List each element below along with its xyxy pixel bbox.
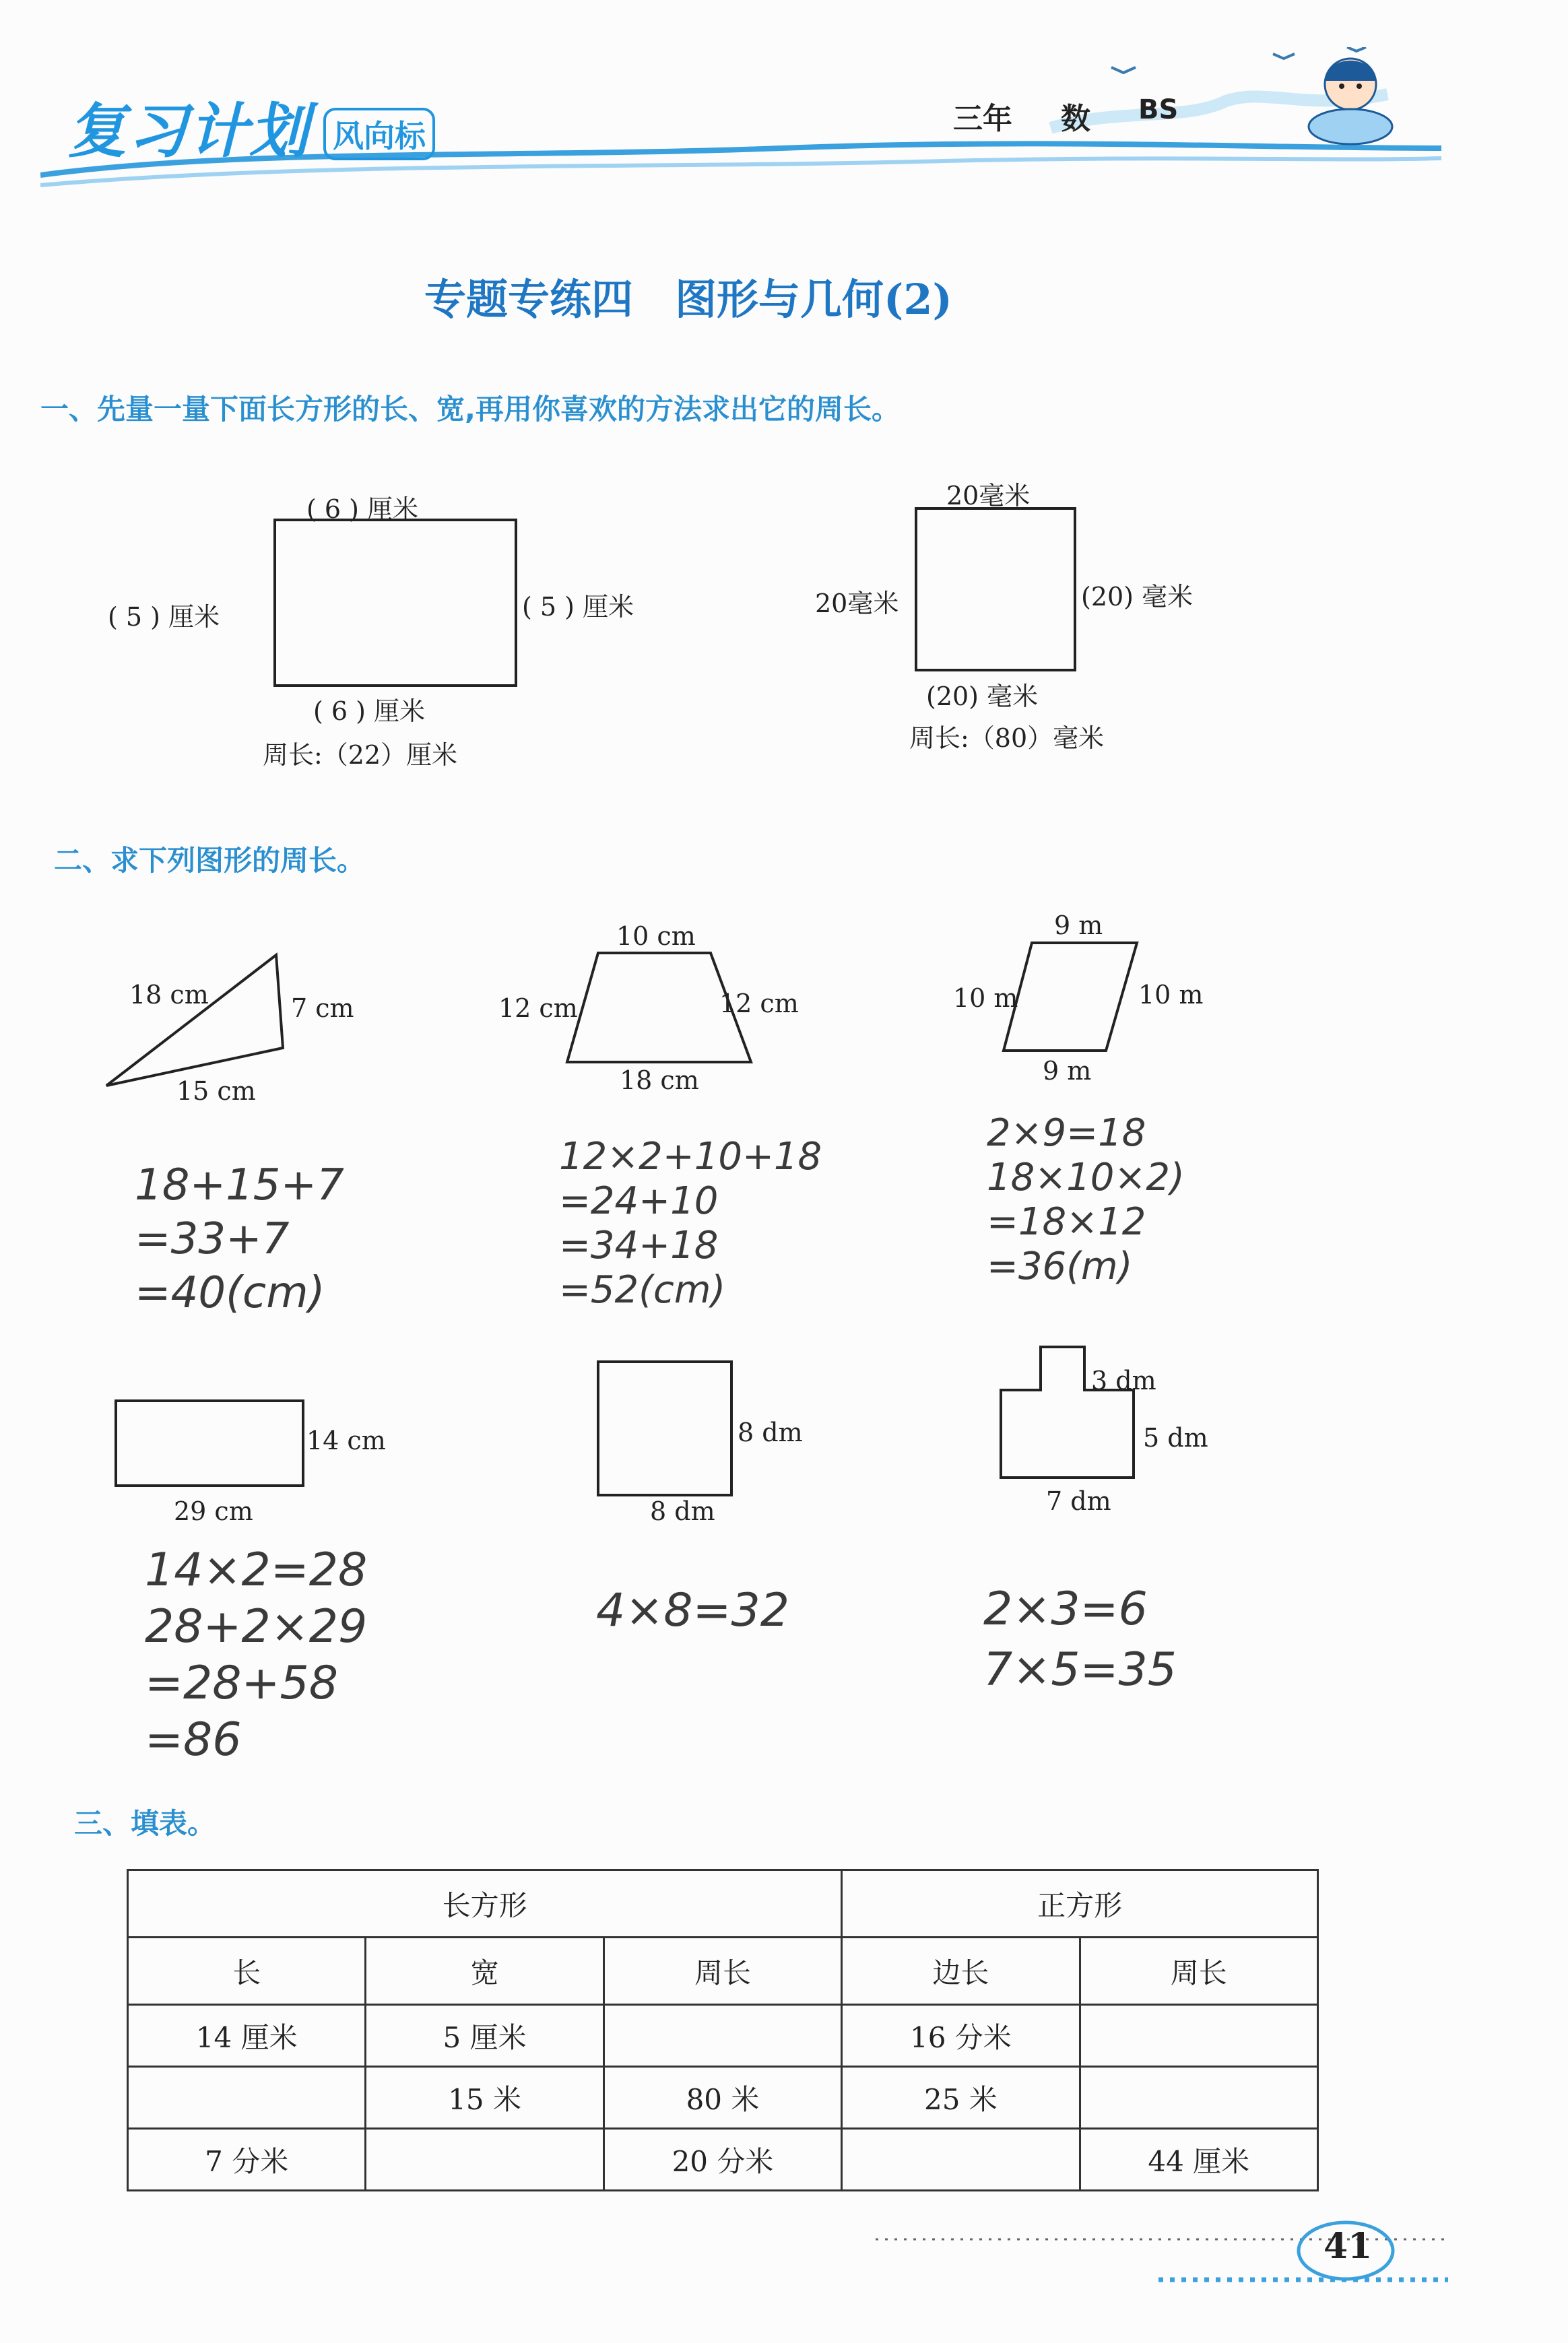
table-cell xyxy=(128,2067,366,2129)
s1-rectangle xyxy=(275,520,516,686)
rectangle2-shape xyxy=(116,1401,303,1486)
s1-rect-perimeter: 周长:（22）厘米 xyxy=(263,740,458,770)
page-number: 41 xyxy=(1324,2226,1373,2267)
table-cell xyxy=(603,2005,841,2067)
work-line: =33+7 xyxy=(135,1214,290,1264)
work-line: 12×2+10+18 xyxy=(559,1135,822,1179)
triangle-label-c: 15 cm xyxy=(176,1076,256,1106)
table-cell: 5 厘米 xyxy=(366,2005,603,2067)
s1-rect-left-label: ( 5 ) 厘米 xyxy=(108,602,220,632)
grade-label: 三年 xyxy=(953,102,1012,136)
triangle-work xyxy=(135,1158,344,1320)
table-cell: 25 米 xyxy=(842,2067,1080,2129)
table-cell: 80 米 xyxy=(603,2067,841,2129)
table-cell: 14 厘米 xyxy=(128,2005,366,2067)
tshape-label-b: 5 dm xyxy=(1143,1423,1208,1453)
trapezoid-label-bottom: 18 cm xyxy=(620,1065,699,1095)
table-cell: 44 厘米 xyxy=(1080,2129,1317,2191)
work-line: =52(cm) xyxy=(559,1268,726,1312)
tshape-work xyxy=(983,1579,1177,1701)
square2-work xyxy=(596,1583,789,1639)
parallelogram-label-top: 9 m xyxy=(1054,911,1103,940)
work-line: 14×2=28 xyxy=(145,1544,368,1597)
table-group-header: 长方形 xyxy=(128,1870,842,1938)
rectangle2-label-bottom: 29 cm xyxy=(174,1496,253,1526)
section2-heading: 二、求下列图形的周长。 xyxy=(54,844,366,877)
s1-square-bottom-label: (20) 毫米 xyxy=(926,682,1039,711)
table-cell xyxy=(842,2129,1080,2191)
work-line: 4×8=32 xyxy=(596,1584,790,1637)
rectangle2-work xyxy=(145,1542,367,1769)
edition-label: BS xyxy=(1138,94,1179,125)
brand-subtitle: 风向标 xyxy=(323,108,435,160)
s1-rect-right-label: ( 5 ) 厘米 xyxy=(522,592,634,622)
parallelogram-shape xyxy=(1004,943,1137,1051)
work-line: =40(cm) xyxy=(135,1268,325,1318)
s1-rect-bottom-label: ( 6 ) 厘米 xyxy=(313,696,426,726)
tshape-label-a: 3 dm xyxy=(1091,1366,1156,1395)
table-cell: 7 分米 xyxy=(128,2129,366,2191)
work-line: 28+2×29 xyxy=(145,1600,368,1653)
table-group-header: 正方形 xyxy=(842,1870,1318,1938)
trapezoid-label-right: 12 cm xyxy=(719,989,799,1018)
table-cell xyxy=(1080,2067,1317,2129)
work-line: 2×9=18 xyxy=(987,1111,1146,1155)
trapezoid-work xyxy=(559,1135,822,1313)
rectangle2-label-side: 14 cm xyxy=(306,1426,386,1455)
s1-square-left-label: 20毫米 xyxy=(815,589,899,618)
section3-heading: 三、填表。 xyxy=(74,1807,216,1840)
table-cell: 16 分米 xyxy=(842,2005,1080,2067)
work-line: 7×5=35 xyxy=(983,1643,1177,1696)
s1-square-perimeter: 周长:（80）毫米 xyxy=(909,723,1105,753)
triangle-label-a: 18 cm xyxy=(129,980,209,1010)
subject-label: 数 xyxy=(1061,102,1090,136)
table-column-header: 周长 xyxy=(1080,1938,1317,2005)
brand-logo: 复习计划 xyxy=(67,96,311,166)
triangle-shape xyxy=(106,955,283,1086)
work-line: =34+18 xyxy=(559,1224,719,1267)
s1-square-right-label: (20) 毫米 xyxy=(1081,582,1194,612)
triangle-label-b: 7 cm xyxy=(291,993,354,1023)
work-line: 18+15+7 xyxy=(135,1160,344,1210)
table-column-header: 周长 xyxy=(603,1938,841,2005)
trapezoid-label-top: 10 cm xyxy=(616,921,696,951)
table-column-header: 长 xyxy=(128,1938,366,2005)
work-line: =28+58 xyxy=(145,1657,339,1710)
parallelogram-label-bottom: 9 m xyxy=(1043,1056,1092,1086)
s1-square-top-label: 20毫米 xyxy=(946,481,1031,510)
s1-rect-top-label: ( 6 ) 厘米 xyxy=(306,494,419,524)
parallelogram-label-left: 10 m xyxy=(953,983,1018,1013)
table-cell xyxy=(366,2129,603,2191)
page-title: 专题专练四 图形与几何(2) xyxy=(424,275,952,324)
parallelogram-work xyxy=(987,1111,1185,1289)
table-column-header: 边长 xyxy=(842,1938,1080,2005)
work-line: =24+10 xyxy=(559,1179,719,1223)
work-line: =18×12 xyxy=(987,1200,1146,1244)
work-line: 2×3=6 xyxy=(983,1583,1148,1636)
table-cell xyxy=(1080,2005,1317,2067)
work-line: =36(m) xyxy=(987,1245,1133,1288)
square2-shape xyxy=(598,1362,731,1495)
parallelogram-label-right: 10 m xyxy=(1138,980,1204,1010)
work-line: 18×10×2) xyxy=(987,1156,1185,1199)
table-row xyxy=(128,2129,1318,2191)
table-row xyxy=(128,2067,1318,2129)
work-line: =86 xyxy=(145,1713,242,1767)
section1-heading: 一、先量一量下面长方形的长、宽,再用你喜欢的方法求出它的周长。 xyxy=(40,393,900,426)
square2-label-bottom: 8 dm xyxy=(650,1496,715,1526)
fill-table xyxy=(127,1869,1319,2191)
square2-label-side: 8 dm xyxy=(738,1418,803,1447)
table-column-header: 宽 xyxy=(366,1938,603,2005)
table-row xyxy=(128,2005,1318,2067)
table-cell: 20 分米 xyxy=(603,2129,841,2191)
trapezoid-label-left: 12 cm xyxy=(498,993,578,1023)
table-cell: 15 米 xyxy=(366,2067,603,2129)
s1-square xyxy=(916,508,1075,670)
tshape-label-c: 7 dm xyxy=(1046,1486,1111,1516)
